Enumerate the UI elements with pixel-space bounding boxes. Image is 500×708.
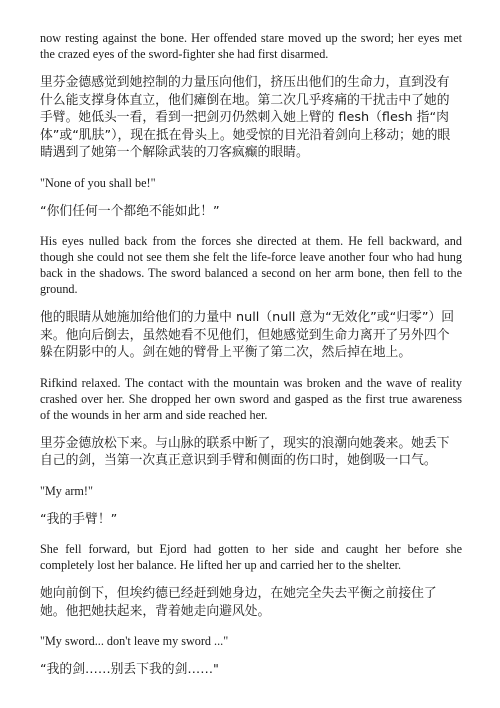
paragraph-en-1: now resting against the bone. Her offended stare moved up the sword; her eyes met the crazed eyes of the sword-fighter she had first disarmed. <box>40 31 462 61</box>
paragraph-en-6: She fell forward, but Ejord had gotten to her side and caught her before she completely lost her balance. He lifted her up and carried her to the shelter. <box>40 542 462 572</box>
paragraph-zh-2: “你们任何一个都绝不能如此！” <box>40 203 220 219</box>
paragraph-en-2: "None of you shall be!" <box>40 175 156 190</box>
paragraph-en-5: "My arm!" <box>40 483 93 498</box>
paragraph-zh-5: “我的手臂！” <box>40 511 118 527</box>
paragraph-zh-3: 他的眼睛从她施加给他们的力量中 null（null 意为“无效化”或“归零”）回来。他向后倒去，虽然她看不见他们，但她感觉到生命力离开了另外四个躲在阴影中的人。剑在她的臂骨上平衡了第二次，然后掉在地上。 <box>40 310 455 360</box>
paragraph-en-3: His eyes nulled back from the forces she directed at them. He fell backward, and though she could not see them she felt the life-force leave another four who had hung back in the shadows. The sword balanced a second on her arm bone, then fell to the ground. <box>40 234 462 296</box>
paragraph-zh-1: 里芬金德感觉到她控制的力量压向他们，挤压出他们的生命力，直到没有什么能支撑身体直立，他们瘫倒在地。第二次几乎疼痛的干扰击中了她的手臂。她低头一看，看到一把剑刃仍然刺入她上臂的 flesh（flesh 指“肉体”或“肌肤”），现在抵在骨头上。她受惊的目光沿着剑向上移动；她的眼睛遇到了她第一个解除武装的刀客疯癫的眼睛。 <box>40 75 451 160</box>
paragraph-zh-7: “我的剑……别丢下我的剑……" <box>40 662 219 677</box>
paragraph-zh-4: 里芬金德放松下来。与山脉的联系中断了，现实的浪潮向她袭来。她丢下自己的剑，当第一次真正意识到手臂和侧面的伤口时，她倒吸一口气。 <box>40 435 450 468</box>
paragraph-zh-6: 她向前倒下，但埃约德已经赶到她身边，在她完全失去平衡之前接住了她。他把她扶起来，背着她走向避风处。 <box>40 586 437 619</box>
document-page <box>40 30 462 692</box>
paragraph-en-4: Rifkind relaxed. The contact with the mountain was broken and the wave of reality crashed over her. She dropped her own sword and gasped as the first true awareness of the wounds in her arm and side reached her. <box>40 375 462 422</box>
paragraph-en-7: "My sword... don't leave my sword ..." <box>40 634 229 648</box>
